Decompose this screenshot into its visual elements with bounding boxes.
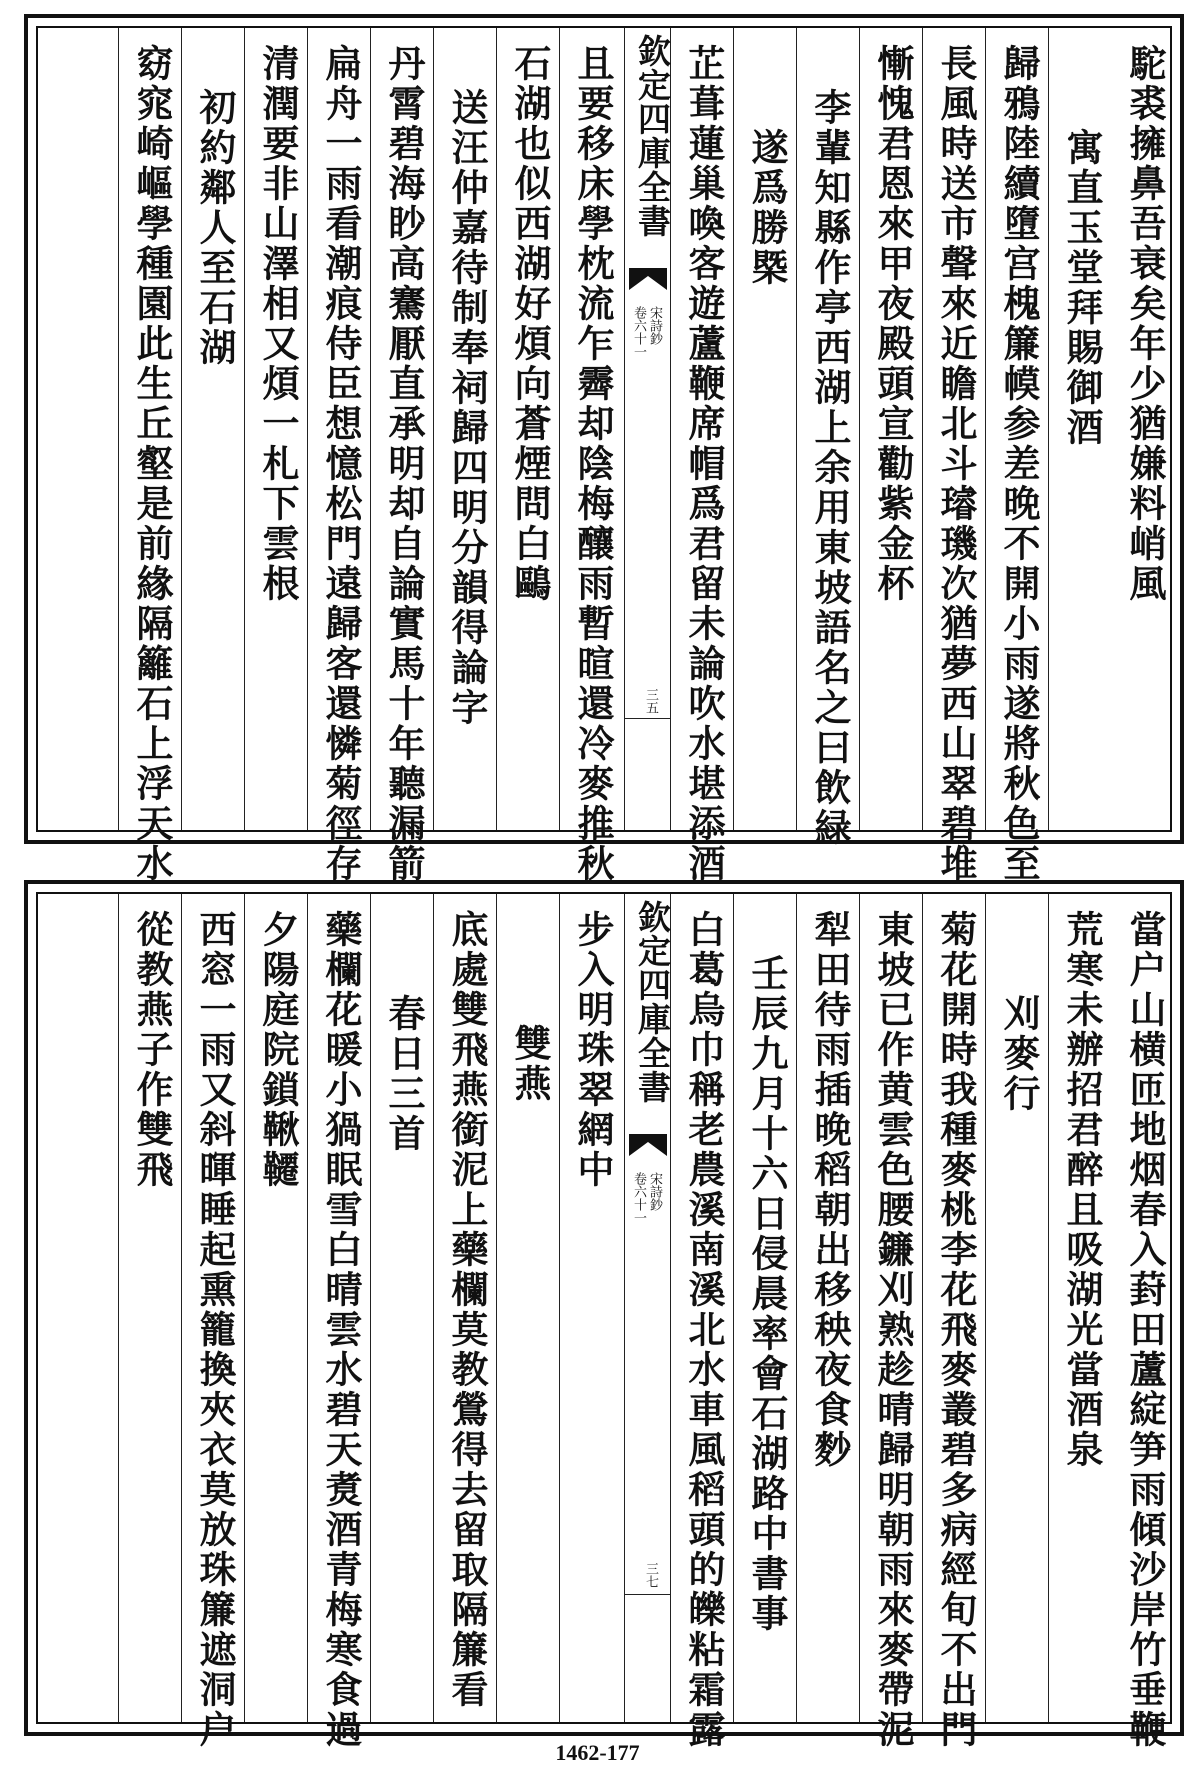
text-column: [1111, 894, 1176, 1750]
text-column: [559, 894, 624, 1722]
column-text: 春日三首: [382, 994, 426, 1154]
column-text: 夕陽庭院鎖鞦韆: [256, 910, 300, 1190]
column-text: 藥欄花暖小猧眠雪白晴雲水碧天煑酒青梅寒食過: [319, 910, 363, 1750]
column-text: 遂爲勝槩: [745, 128, 789, 288]
column-text: 長風時送市聲來近瞻北斗璿璣次猶夢西山翠碧堆: [934, 44, 978, 884]
text-column: [670, 28, 735, 884]
gutter-rule: [625, 1594, 671, 1595]
text-column: [733, 28, 798, 830]
text-column: [496, 28, 561, 830]
gutter-page-number: 三七: [643, 1562, 658, 1588]
column-text: 石湖也似西湖好煩向蒼煙問白鷗: [508, 44, 552, 604]
column-text: 刈麥行: [997, 994, 1041, 1114]
text-column: [922, 894, 987, 1750]
column-text: 白葛烏巾稱老農溪南溪北水車風稻頭的皪粘霜露: [682, 910, 726, 1750]
column-text: 菊花開時我種麥桃李花飛麥叢碧多病經旬不出門: [934, 910, 978, 1750]
gutter-page-number: 三五: [643, 688, 658, 714]
text-column: [181, 894, 246, 1750]
fish-tail-mark-icon: [629, 268, 667, 290]
gutter-title: 欽定四庫全書: [633, 900, 672, 1104]
page-code: 1462-177: [555, 1740, 640, 1765]
column-text: 荒寒未辦招君醉且吸湖光當酒泉: [1060, 910, 1104, 1470]
text-column: [244, 28, 309, 830]
text-column: [796, 28, 861, 848]
column-text: 雙燕: [508, 1024, 552, 1104]
column-text: 清潤要非山澤相又煩一札下雲根: [256, 44, 300, 604]
gutter-title: 欽定四庫全書: [633, 34, 672, 238]
column-text: 犁田待雨插晚稻朝出移秧夜食麨: [808, 910, 852, 1470]
text-column: [118, 28, 183, 884]
fish-tail-mark-icon: [629, 1134, 667, 1156]
column-text: 步入明珠翠網中: [571, 910, 615, 1190]
text-column: [670, 894, 735, 1750]
column-text: 壬辰九月十六日侵晨率會石湖路中書事: [745, 954, 789, 1634]
column-text: 芷葺蓮巢喚客遊蘆鞭席帽爲君留未論吹水堪添酒: [682, 44, 726, 884]
column-text: 寓直玉堂拜賜御酒: [1060, 128, 1104, 448]
top-page-frame: [36, 26, 1172, 884]
text-column: [370, 28, 435, 884]
bottom-page: [24, 880, 1184, 1750]
text-column: [433, 894, 498, 1722]
text-column: [370, 894, 435, 1722]
column-text: 送汪仲嘉待制奉祠歸四明分韻得論字: [445, 88, 489, 728]
column-text: 李輩知縣作亭西湖上余用東坡語名之曰飲緑: [808, 88, 852, 848]
text-column: [496, 894, 561, 1722]
gutter-volume: 卷六十一: [631, 306, 646, 358]
text-column: [985, 28, 1050, 884]
text-column: [118, 894, 183, 1722]
column-text: 駝裘擁鼻吾衰矣年少猶嫌料峭風: [1123, 44, 1167, 604]
column-text: 底處雙飛燕銜泥上藥欄莫教鶯得去留取隔簾看: [445, 910, 489, 1710]
page-gutter: [624, 28, 671, 830]
text-column: [244, 894, 309, 1722]
text-column: [1048, 894, 1113, 1722]
text-column: [859, 894, 924, 1750]
column-text: 扁舟一雨看潮痕侍臣想憶松門遠歸客還憐菊徑存: [319, 44, 363, 884]
bottom-page-frame: [36, 892, 1172, 1750]
text-column: [433, 28, 498, 830]
text-column: [559, 28, 624, 884]
column-text: 從教燕子作雙飛: [130, 910, 174, 1190]
column-text: 當户山横匝地烟春入葑田蘆綻笋雨傾沙岸竹垂鞭: [1123, 910, 1167, 1750]
text-column: [307, 28, 372, 884]
column-text: 東坡已作黄雲色腰鐮刈熟趁晴歸明朝雨來麥帶泥: [871, 910, 915, 1750]
text-column: [181, 28, 246, 830]
column-text: 且要移床學枕流乍霽却陰梅釀雨暫暄還冷麥推秋: [571, 44, 615, 884]
text-column: [796, 894, 861, 1722]
column-text: 慚愧君恩來甲夜殿頭宣勸紫金杯: [871, 44, 915, 604]
column-text: 西窓一雨又斜暉睡起熏籠換夾衣莫放珠簾遮洞户: [193, 910, 237, 1750]
text-column: [1111, 28, 1176, 830]
text-column: [307, 894, 372, 1750]
text-column: [859, 28, 924, 830]
text-column: [1048, 28, 1113, 830]
gutter-collection: 宋詩鈔: [647, 1172, 662, 1211]
column-text: 初約鄰人至石湖: [193, 88, 237, 368]
gutter-volume: 卷六十一: [631, 1172, 646, 1224]
column-text: 歸鴉陸續墮宫槐簾幙参差晚不開小雨遂將秋色至: [997, 44, 1041, 884]
text-column: [985, 894, 1050, 1722]
column-text: 窈窕崎嶇學種園此生丘壑是前緣隔籬石上浮天水: [130, 44, 174, 884]
gutter-rule: [625, 718, 671, 719]
text-column: [733, 894, 798, 1722]
gutter-collection: 宋詩鈔: [647, 306, 662, 345]
column-text: 丹霄碧海眇高騫厭直承明却自論實馬十年聽漏箭: [382, 44, 426, 884]
top-page: [24, 14, 1184, 884]
page-gutter: [624, 894, 671, 1722]
text-column: [922, 28, 987, 884]
